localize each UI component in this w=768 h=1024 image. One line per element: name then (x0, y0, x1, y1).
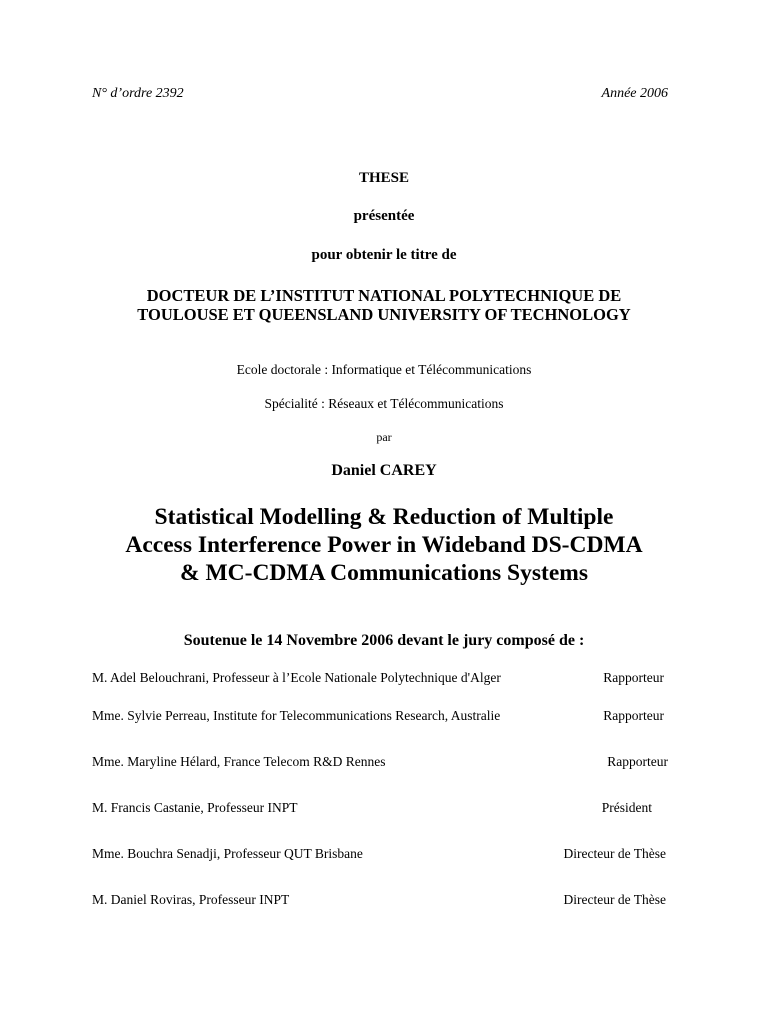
jury-member (92, 892, 670, 912)
jury-member-role: Président (601, 800, 652, 815)
jury-member-name: M. Daniel Roviras, Professeur INPT (92, 892, 290, 907)
jury-member-role: Rapporteur (603, 670, 664, 685)
jury-member-name: Mme. Bouchra Senadji, Professeur QUT Brisbane (92, 846, 363, 861)
jury-member-role: Directeur de Thèse (563, 846, 666, 861)
jury-member (92, 670, 670, 690)
pour-obtenir-text: pour obtenir le titre de (311, 247, 457, 263)
these-heading: THESE (358, 170, 410, 186)
jury-member-role: Rapporteur (607, 754, 668, 769)
degree-title-line-1: DOCTEUR DE L’INSTITUT NATIONAL POLYTECHNIQUE DE (146, 286, 622, 305)
year: Année 2006 (601, 86, 668, 101)
jury-member-name: Mme. Sylvie Perreau, Institute for Telecommunications Research, Australie (92, 708, 501, 723)
presentee-text: présentée (353, 208, 415, 224)
author-name: Daniel CAREY (331, 462, 437, 479)
defense-statement: Soutenue le 14 Novembre 2006 devant le jury composé de : (183, 632, 585, 649)
jury-member-role: Directeur de Thèse (563, 892, 666, 907)
jury-member (92, 846, 670, 866)
thesis-title-line-3: & MC-CDMA Communications Systems (180, 560, 588, 586)
jury-member-name: Mme. Maryline Hélard, France Telecom R&D Rennes (92, 754, 386, 769)
par-text: par (376, 430, 392, 444)
ecole-doctorale: Ecole doctorale : Informatique et Télécommunications (236, 362, 532, 377)
jury-member (92, 800, 670, 820)
specialite: Spécialité : Réseaux et Télécommunications (264, 396, 504, 411)
degree-title-line-2: TOULOUSE ET QUEENSLAND UNIVERSITY OF TECHNOLOGY (137, 305, 631, 324)
order-number: N° d’ordre 2392 (92, 86, 184, 101)
thesis-title (0, 503, 768, 587)
jury-member-name: M. Adel Belouchrani, Professeur à l’Ecole Nationale Polytechnique d'Alger (92, 670, 501, 685)
degree-title (0, 286, 768, 324)
jury-member-role: Rapporteur (603, 708, 664, 723)
jury-member (92, 708, 670, 728)
jury-member-name: M. Francis Castanie, Professeur INPT (92, 800, 298, 815)
thesis-title-line-2: Access Interference Power in Wideband DS-CDMA (125, 532, 643, 558)
thesis-title-line-1: Statistical Modelling & Reduction of Multiple (154, 504, 614, 530)
jury-member (92, 754, 670, 774)
